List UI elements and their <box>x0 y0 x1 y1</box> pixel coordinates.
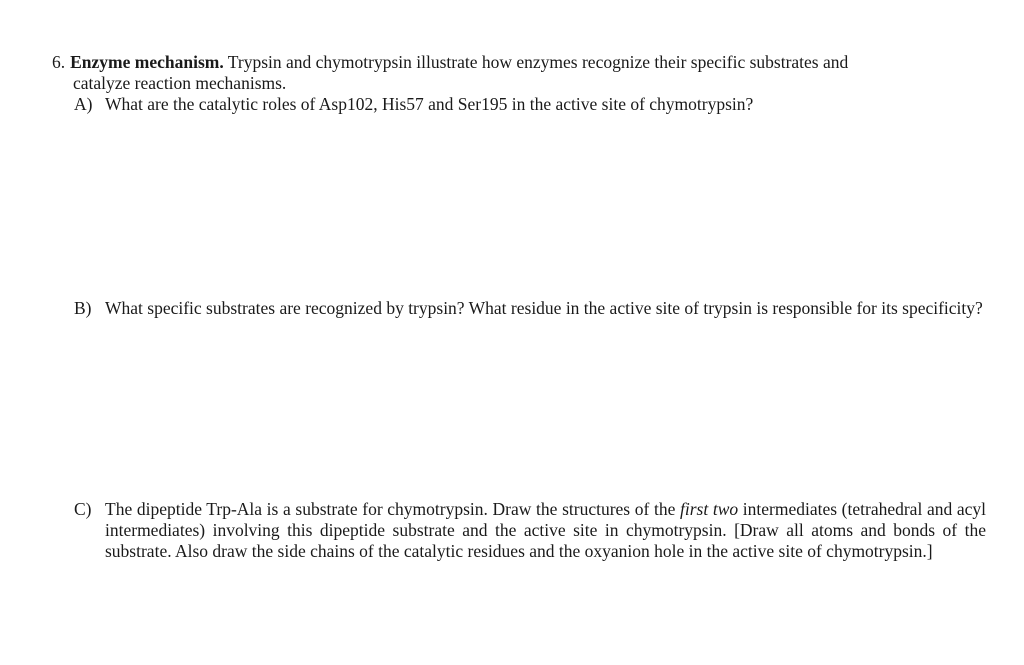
question-intro-line1: Trypsin and chymotrypsin illustrate how enzymes recognize their specific substrates and <box>227 52 849 72</box>
part-c-letter: C) <box>74 499 92 519</box>
part-a <box>74 94 986 115</box>
part-a-text: What are the catalytic roles of Asp102, His57 and Ser195 in the active site of chymotrypsin? <box>105 94 754 114</box>
question-intro-line2: catalyze reaction mechanisms. <box>73 73 287 93</box>
part-b-letter: B) <box>74 298 92 318</box>
part-c-text-emphasis: first two <box>679 499 739 519</box>
part-c-text-after: intermediates (tetrahedral and acyl intermediates) involving this dipeptide substrate and the active site in chymotrypsin. [Draw all atoms and bonds of the substrate. Also draw the side chains of the catalytic residues and the oxyanion hole in the active site of chymotrypsin.] <box>105 499 987 561</box>
question-number: 6. <box>52 52 66 72</box>
part-b-text: What specific substrates are recognized by trypsin? What residue in the active site of trypsin is responsible for its specificity? <box>105 298 983 318</box>
part-c-text-before: The dipeptide Trp-Ala is a substrate for chymotrypsin. Draw the structures of the <box>105 499 680 519</box>
part-c-text <box>105 499 986 562</box>
question-title: Enzyme mechanism. <box>70 52 224 72</box>
question-6 <box>52 52 986 94</box>
question-header <box>52 52 986 94</box>
part-b <box>74 298 986 319</box>
part-c <box>74 499 986 562</box>
part-a-letter: A) <box>74 94 93 114</box>
